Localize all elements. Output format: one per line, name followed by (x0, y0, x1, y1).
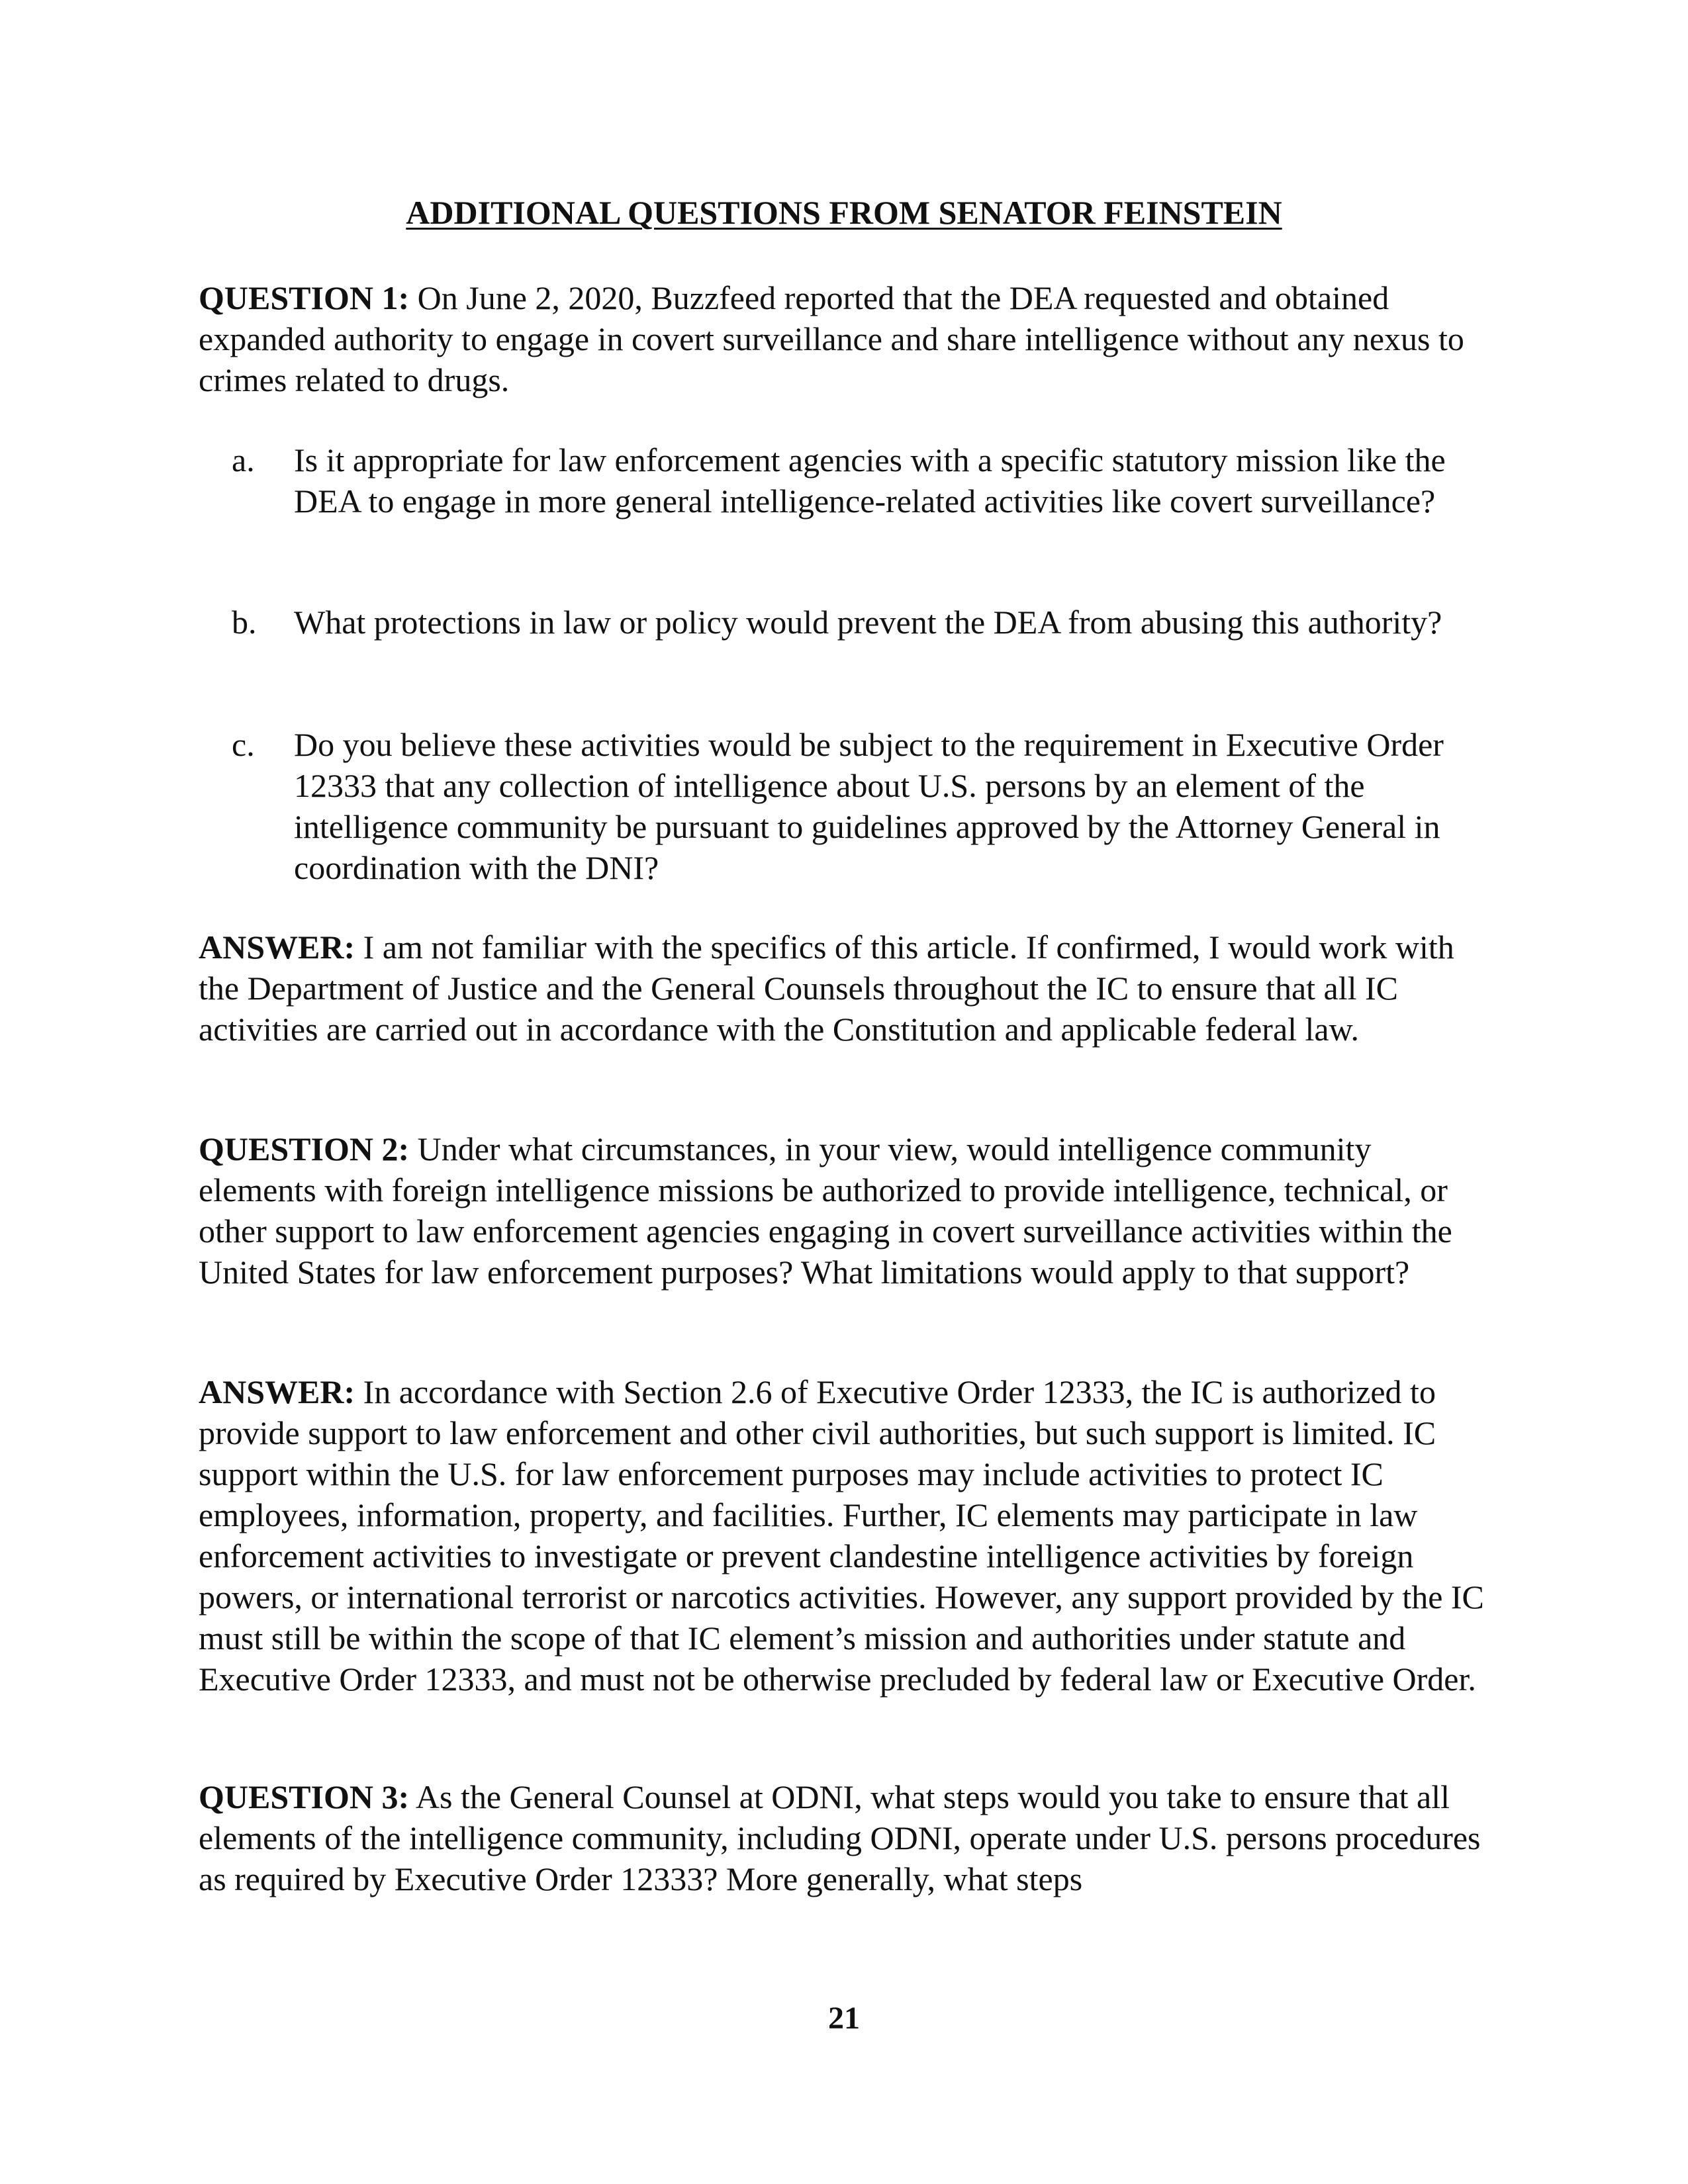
question-3-text: As the General Counsel at ODNI, what steps would you take to ensure that all elements of the intelligence community, including ODNI, operate under U.S. persons procedures as required by Executive Order 12333? More generally, what steps (199, 1778, 1481, 1897)
page-heading: ADDITIONAL QUESTIONS FROM SENATOR FEINSTEIN (406, 194, 1282, 231)
answer-2-text: In accordance with Section 2.6 of Executive Order 12333, the IC is authorized to provide support to law enforcement and other civil authorities, but such support is limited. IC support within the U.S. for law enforcement purposes may include activities to protect IC employees, information, property, and facilities. Further, IC elements may participate in law enforcement activities to investigate or prevent clandestine intelligence activities by foreign powers, or international terrorist or narcotics activities. However, any support provided by the IC must still be within the scope of that IC element’s mission and authorities under statute and Executive Order 12333, and must not be otherwise precluded by federal law or Executive Order. (199, 1373, 1484, 1698)
question-1-item-b (232, 602, 1503, 643)
question-2-text: Under what circumstances, in your view, would intelligence community elements with foreign intelligence missions be authorized to provide intelligence, technical, or other support to law enforcement agencies engaging in covert surveillance activities within the United States for law enforcement purposes? What limitations would apply to that support? (199, 1130, 1452, 1291)
item-c-text: Do you believe these activities would be subject to the requirement in Executive Order 12333 that any collection of intelligence about U.S. persons by an element of the intelligence community be pursuant to guidelines approved by the Attorney General in coordination with the DNI? (294, 726, 1444, 886)
question-1-text: On June 2, 2020, Buzzfeed reported that the DEA requested and obtained expanded authority to engage in covert surveillance and share intelligence without any nexus to crimes related to drugs. (199, 279, 1464, 398)
question-2-label: QUESTION 2: (199, 1130, 410, 1167)
question-2 (199, 1128, 1496, 1293)
question-3 (199, 1776, 1496, 1899)
item-b-text: What protections in law or policy would prevent the DEA from abusing this authority? (294, 604, 1442, 641)
answer-2 (199, 1371, 1496, 1700)
item-b-letter: b. (232, 604, 257, 641)
question-3-label: QUESTION 3: (199, 1778, 410, 1815)
item-c-letter: c. (232, 726, 255, 763)
question-1 (199, 277, 1496, 400)
item-a-letter: a. (232, 441, 255, 478)
question-1-label: QUESTION 1: (199, 279, 410, 316)
question-1-item-c (232, 724, 1503, 888)
answer-1 (199, 927, 1496, 1050)
question-1-item-a (232, 439, 1503, 522)
item-a-text: Is it appropriate for law enforcement agencies with a specific statutory mission like the DEA to engage in more general intelligence-related activities like covert surveillance? (294, 441, 1446, 520)
answer-2-label: ANSWER: (199, 1373, 355, 1410)
answer-1-text: I am not familiar with the specifics of this article. If confirmed, I would work with the Department of Justice and the General Counsels throughout the IC to ensure that all IC activities are carried out in accordance with the Constitution and applicable federal law. (199, 929, 1454, 1048)
answer-1-label: ANSWER: (199, 929, 355, 966)
page-number: 21 (828, 2001, 860, 2036)
